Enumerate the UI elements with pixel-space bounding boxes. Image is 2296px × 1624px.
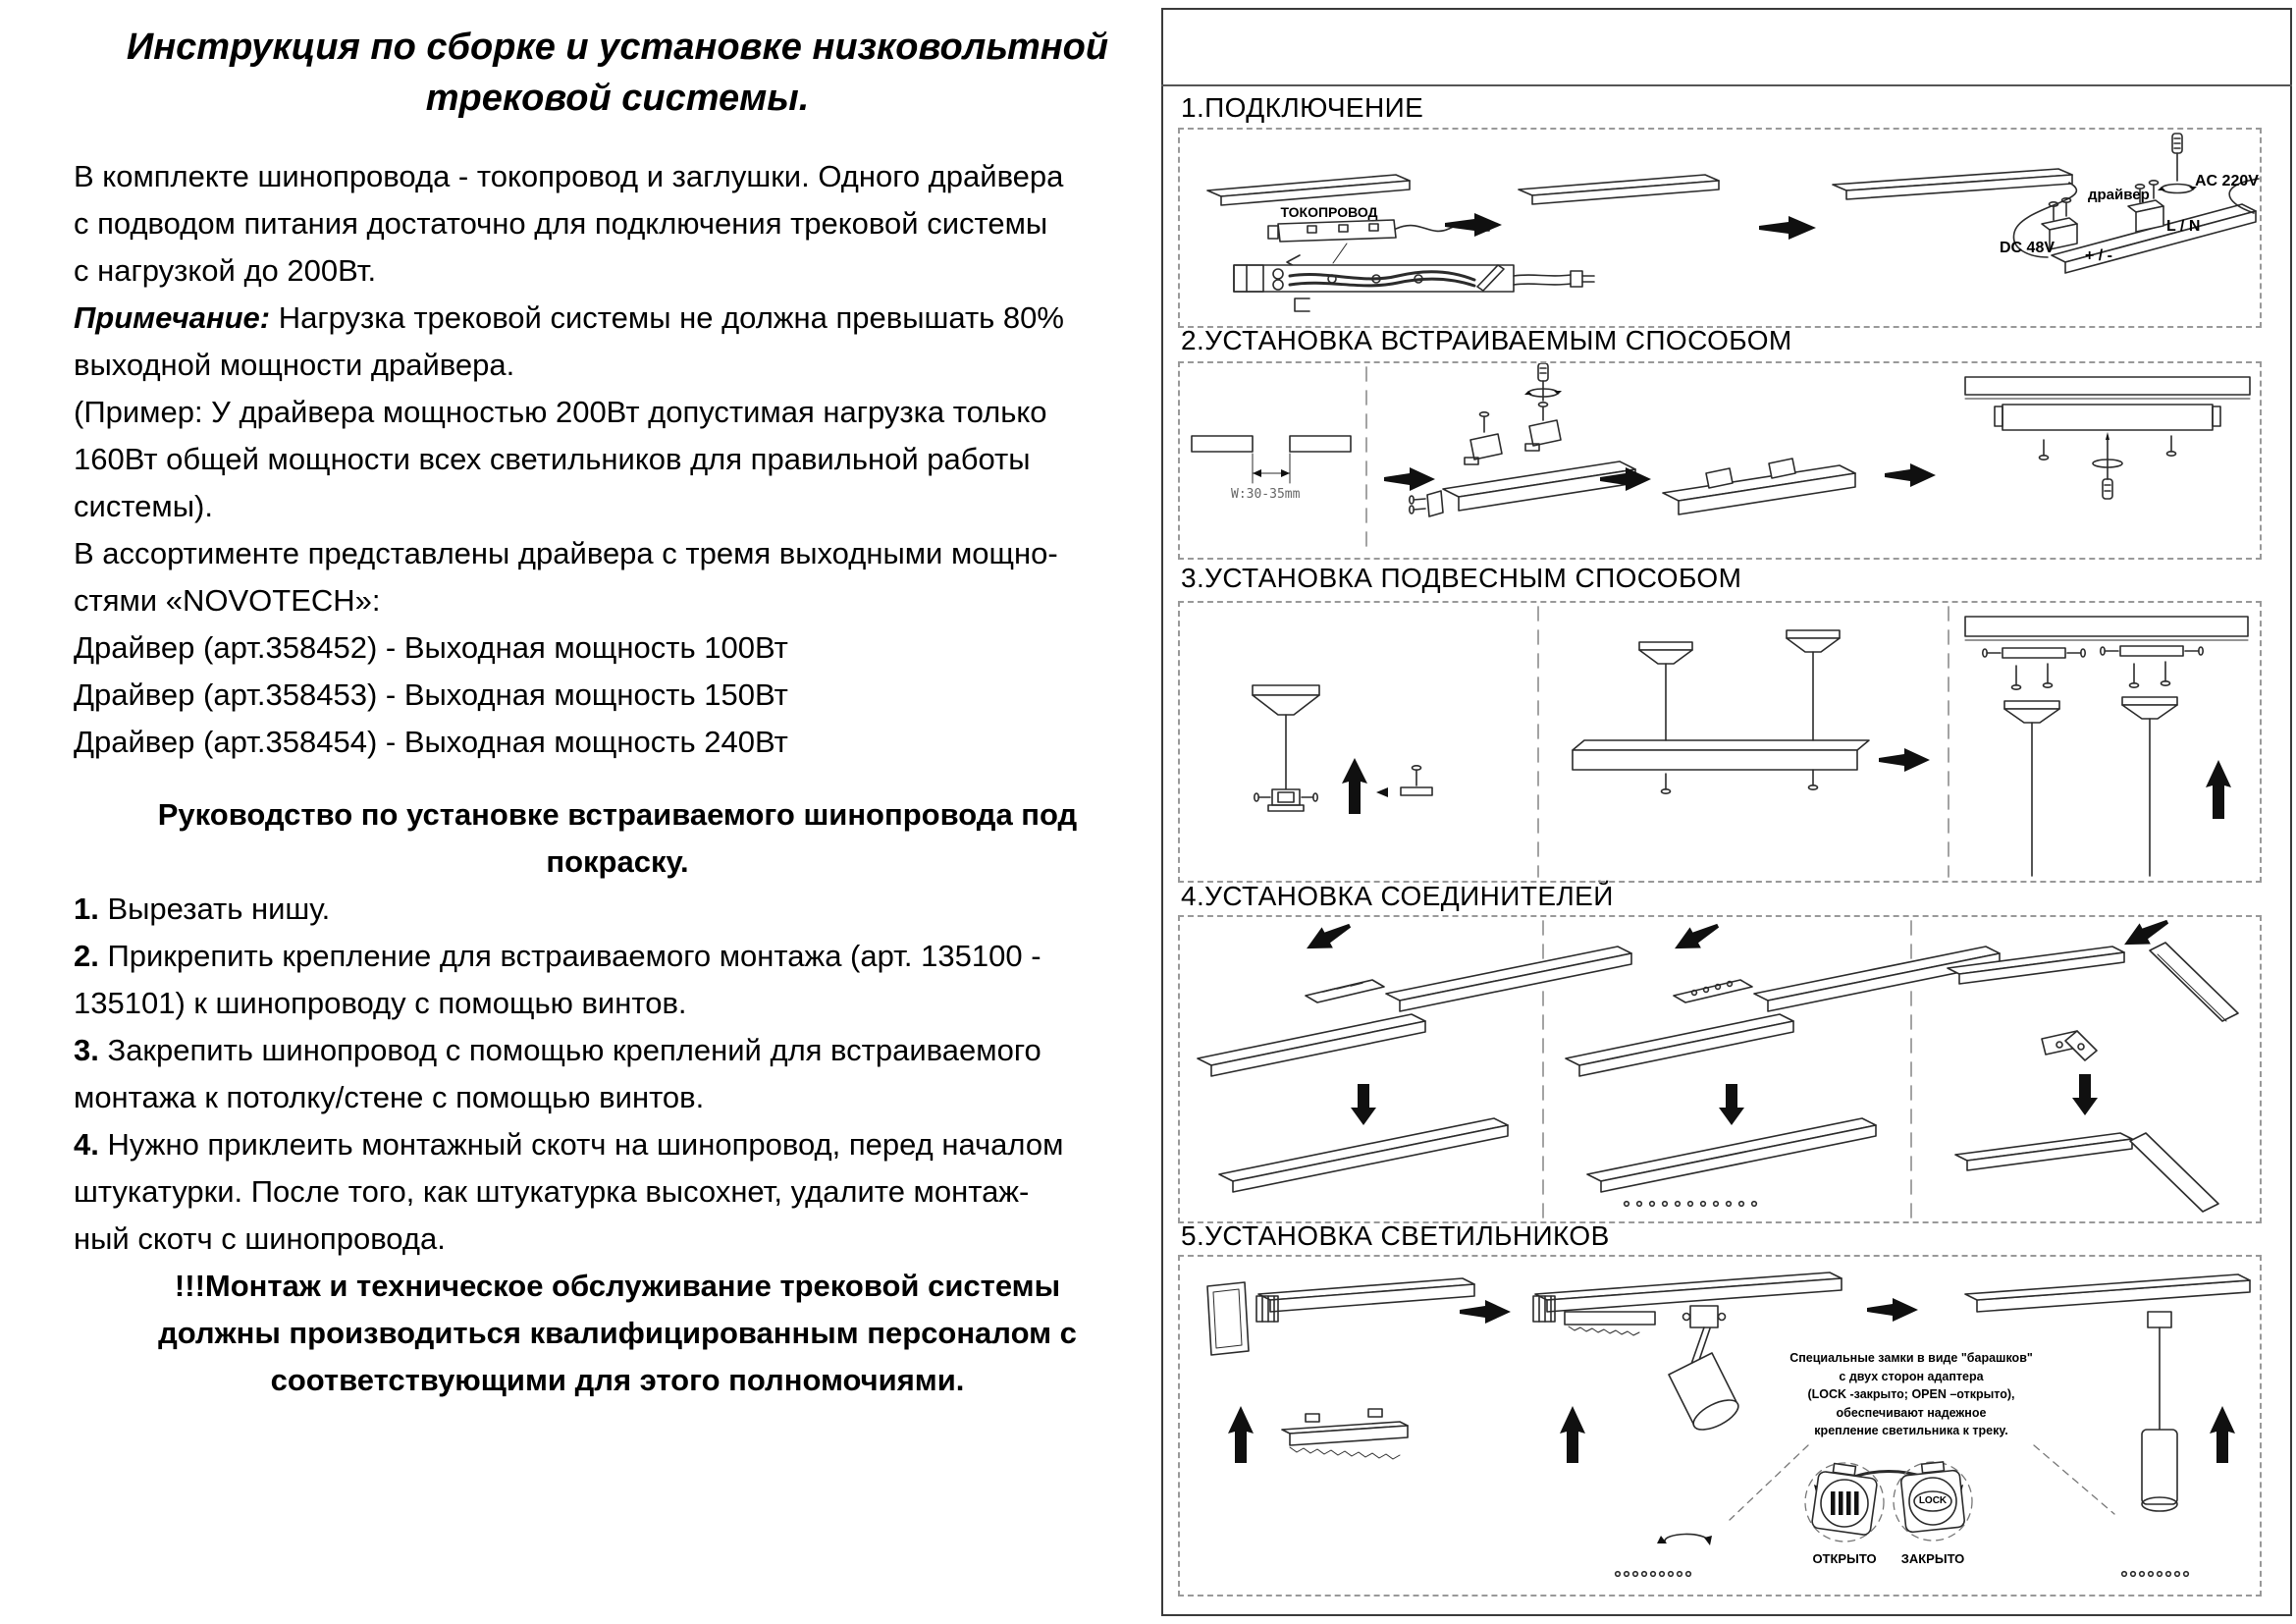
section3-header: 3.УСТАНОВКА ПОДВЕСНЫМ СПОСОБОМ — [1181, 563, 1742, 593]
section5-drawing — [1180, 1257, 2260, 1595]
arrow-right-icon — [1759, 216, 1816, 240]
arrow-up-icon — [1228, 1406, 1254, 1463]
lock-dial-open — [1805, 1463, 1884, 1542]
assortment-line: стями «NOVOTECH»: — [74, 583, 381, 618]
track-bar — [1833, 169, 2072, 199]
screwdriver-icon — [1524, 363, 1562, 401]
section5-header: 5.УСТАНОВКА СВЕТИЛЬНИКОВ — [1181, 1220, 1610, 1251]
arrow-down-icon — [1719, 1084, 1744, 1125]
arrow-right-icon — [1384, 467, 1435, 491]
step-2-cont: 135101) к шинопроводу с помощью винтов. — [74, 986, 687, 1020]
section1-header: 1.ПОДКЛЮЧЕНИЕ — [1181, 92, 1424, 123]
arrow-icon — [1301, 917, 1355, 959]
intro-line: В комплекте шинопровода - токопровод и заглушки. Одного драйвера — [74, 159, 1064, 193]
mount-plate-with-screw — [1376, 766, 1432, 797]
ac-voltage-label: AC 220V — [2195, 173, 2259, 189]
step-text: Прикрепить крепление для встраиваемого монтажа (арт. 135100 - — [98, 939, 1041, 973]
note-line: выходной мощности драйвера. — [74, 348, 515, 382]
step-number: 3. — [74, 1033, 99, 1067]
lock-note — [1754, 1349, 2068, 1440]
text-column — [74, 22, 1161, 1404]
driver-item: Драйвер (арт.358452) - Выходная мощность 100Вт — [74, 630, 788, 665]
example-line: системы). — [74, 489, 213, 523]
lock-note-line: обеспечивают надежное — [1836, 1405, 1987, 1420]
track-bar — [1519, 175, 1719, 204]
guide-heading-line2: покраску. — [546, 844, 689, 879]
lock-note-line: крепление светильника к треку. — [1814, 1424, 2008, 1437]
linear-luminaire — [1282, 1409, 1408, 1459]
step-2 — [74, 933, 1161, 980]
step-3-cont: монтажа к потолку/стене с помощью винтов. — [74, 1080, 705, 1114]
doc-title-line1: Инструкция по сборке и установке низковольтной — [126, 27, 1109, 68]
section4-header: 4.УСТАНОВКА СОЕДИНИТЕЛЕЙ — [1181, 881, 1614, 911]
track-with-feed — [1234, 265, 1594, 292]
doc-title-line2: трековой системы. — [425, 78, 810, 119]
arrow-up-icon — [2206, 760, 2231, 819]
ceiling-mount-detail — [1965, 617, 2248, 876]
track-bar — [1533, 1272, 1842, 1335]
step-4-cont: ный скотч с шинопровода. — [74, 1221, 446, 1256]
step-1 — [74, 886, 1161, 933]
step-number: 1. — [74, 892, 99, 926]
arrow-up-icon — [1342, 758, 1367, 814]
spot-luminaire — [1669, 1306, 1742, 1435]
open-label: ОТКРЫТО — [1812, 1551, 1877, 1566]
track-bar — [1207, 175, 1410, 205]
lock-note-line: (LOCK -закрыто; OPEN –открыто), — [1807, 1387, 2015, 1401]
section4-diagram-box — [1178, 915, 2262, 1223]
rotation-icon — [1657, 1534, 1712, 1545]
lock-note-line: Специальные замки в виде "барашков" — [1789, 1351, 2033, 1365]
section1-diagram-box — [1178, 128, 2262, 328]
guide-heading-line1: Руководство по установке встраиваемого шинопровода под — [157, 797, 1078, 832]
screwdriver-icon — [2093, 432, 2122, 499]
section5-diagram-box — [1178, 1255, 2262, 1597]
section3-drawing — [1180, 603, 2260, 881]
pendant-canopy-parts — [1253, 685, 1319, 811]
step-3 — [74, 1027, 1161, 1074]
track-with-pendants — [1573, 630, 1869, 793]
step-text: Нужно приклеить монтажный скотч на шинопровод, перед началом — [98, 1127, 1064, 1162]
note-label: Примечание: — [74, 300, 271, 335]
note-text: Нагрузка трековой системы не должна превышать 80% — [270, 300, 1064, 335]
driver-item: Драйвер (арт.358454) - Выходная мощность 240Вт — [74, 725, 788, 759]
warning-line: !!!Монтаж и техническое обслуживание трековой системы — [174, 1269, 1061, 1303]
arrow-down-icon — [1351, 1084, 1376, 1125]
arrow-up-icon — [2210, 1406, 2235, 1463]
step-text: Вырезать нишу. — [98, 892, 331, 926]
section2-diagram-box — [1178, 361, 2262, 560]
dotted-row — [1616, 1572, 1691, 1577]
track-feed-label: ТОКОПРОВОД — [1280, 204, 1378, 220]
dc-voltage-label: DC 48V — [2000, 240, 2056, 256]
dotted-row — [2122, 1572, 2189, 1577]
note-line — [74, 295, 1161, 342]
panel-top-rule — [1161, 84, 2292, 86]
arrow-icon — [1669, 917, 1723, 959]
step-number: 2. — [74, 939, 99, 973]
arrow-right-icon — [1445, 213, 1502, 237]
example-line: 160Вт общей мощности всех светильников для правильной работы — [74, 442, 1031, 476]
arrow-right-icon — [1867, 1298, 1918, 1322]
arrow-right-icon — [1879, 748, 1930, 772]
example-line: (Пример: У драйвера мощностью 200Вт допустимая нагрузка только — [74, 395, 1047, 429]
section2-drawing — [1180, 363, 2260, 558]
niche-width-label: W:30-35mm — [1231, 487, 1301, 502]
arrow-right-icon — [1885, 463, 1936, 487]
clip-symbol — [1295, 298, 1309, 311]
assortment-line: В ассортименте представлены драйвера с тремя выходными мощно- — [74, 536, 1058, 570]
step-4-cont: штукатурки. После того, как штукатурка высохнет, удалите монтаж- — [74, 1174, 1030, 1209]
pendant-luminaire — [2142, 1312, 2177, 1511]
straight-connector-step — [1198, 917, 1631, 1192]
step-number: 4. — [74, 1127, 99, 1162]
section1-drawing — [1180, 130, 2260, 326]
endcap-panel — [1207, 1282, 1249, 1355]
track-bar — [1965, 1274, 2250, 1312]
warning-line: соответствующими для этого полномочиями. — [270, 1363, 965, 1397]
section3-diagram-box — [1178, 601, 2262, 883]
intro-line: с подводом питания достаточно для подключения трековой системы — [74, 206, 1048, 241]
line-neutral-label: L / N — [2166, 218, 2201, 235]
lock-note-line: с двух сторон адаптера — [1839, 1369, 1984, 1383]
warning-line: должны производиться квалифицированным персоналом с — [158, 1316, 1077, 1350]
driver-box — [2042, 179, 2259, 273]
arrow-down-icon — [2072, 1074, 2098, 1115]
driver-item: Драйвер (арт.358453) - Выходная мощность 150Вт — [74, 677, 788, 712]
arrow-up-icon — [1560, 1406, 1585, 1463]
screwdriver-icon — [2158, 134, 2197, 193]
polarity-label: + / - — [2085, 247, 2113, 264]
section2-header: 2.УСТАНОВКА ВСТРАИВАЕМЫМ СПОСОБОМ — [1181, 325, 1792, 355]
driver-label: драйвер — [2088, 187, 2150, 203]
track-bar — [1256, 1278, 1474, 1322]
step-4 — [74, 1121, 1161, 1168]
niche-cut — [1192, 436, 1351, 483]
dotted-row — [1625, 1202, 1757, 1207]
intro-line: с нагрузкой до 200Вт. — [74, 253, 377, 288]
track-brackets-attached — [1663, 459, 1855, 514]
track-with-brackets — [1410, 403, 1635, 516]
closed-label: ЗАКРЫТО — [1900, 1551, 1965, 1566]
step-text: Закрепить шинопровод с помощью креплений для встраиваемого — [98, 1033, 1041, 1067]
section4-drawing — [1180, 917, 2260, 1221]
arrow-right-icon — [1460, 1300, 1511, 1324]
lock-dial-text: LOCK — [1918, 1495, 1948, 1506]
